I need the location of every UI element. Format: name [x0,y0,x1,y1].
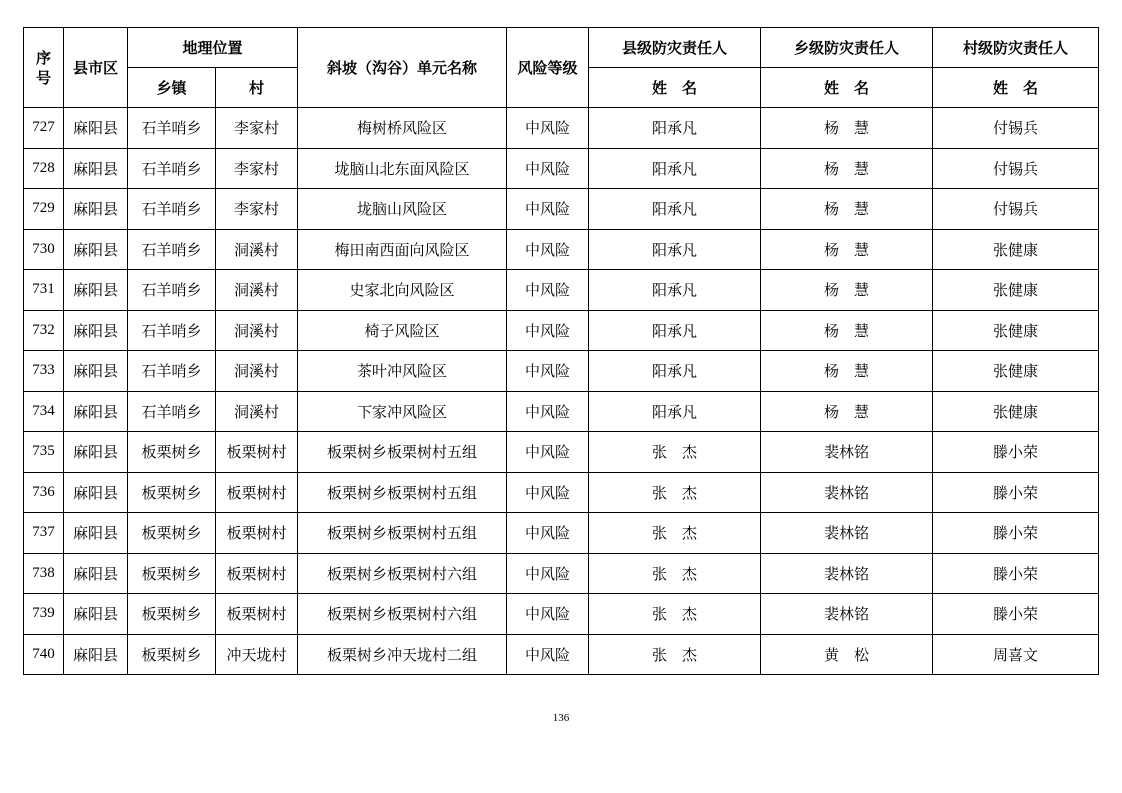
table-row [24,472,1099,513]
cell-risk-level: 中风险 [507,310,589,351]
cell-unit-name: 板栗树乡板栗树村六组 [298,594,507,635]
cell-county-person: 张 杰 [589,594,761,635]
cell-village: 板栗树村 [216,513,298,554]
cell-township: 石羊哨乡 [128,270,216,311]
cell-village: 板栗树村 [216,553,298,594]
cell-seq: 727 [24,108,64,149]
cell-county: 麻阳县 [64,513,128,554]
cell-township: 石羊哨乡 [128,108,216,149]
cell-risk-level: 中风险 [507,148,589,189]
header-seq-line2: 号 [35,68,51,87]
cell-unit-name: 下家冲风险区 [298,391,507,432]
cell-township-person: 杨 慧 [761,310,933,351]
cell-township: 板栗树乡 [128,513,216,554]
cell-village-person: 付锡兵 [933,148,1099,189]
cell-township: 板栗树乡 [128,553,216,594]
cell-seq: 735 [24,432,64,473]
cell-county-person: 张 杰 [589,472,761,513]
cell-township-person: 裴林铭 [761,513,933,554]
cell-unit-name: 史家北向风险区 [298,270,507,311]
cell-county: 麻阳县 [64,270,128,311]
cell-village-person: 张健康 [933,229,1099,270]
cell-village: 洞溪村 [216,310,298,351]
cell-township-person: 裴林铭 [761,594,933,635]
cell-seq: 728 [24,148,64,189]
cell-seq: 740 [24,634,64,675]
cell-county-person: 阳承凡 [589,351,761,392]
cell-village-person: 付锡兵 [933,189,1099,230]
cell-risk-level: 中风险 [507,391,589,432]
header-county-name-label: 姓 名 [589,68,761,108]
cell-village: 板栗树村 [216,432,298,473]
cell-risk-level: 中风险 [507,351,589,392]
header-unit-name: 斜坡（沟谷）单元名称 [298,28,507,108]
cell-township-person: 杨 慧 [761,108,933,149]
cell-township: 板栗树乡 [128,432,216,473]
cell-unit-name: 梅树桥风险区 [298,108,507,149]
cell-risk-level: 中风险 [507,432,589,473]
cell-unit-name: 板栗树乡板栗树村五组 [298,513,507,554]
cell-seq: 729 [24,189,64,230]
cell-village-person: 张健康 [933,351,1099,392]
cell-county-person: 阳承凡 [589,229,761,270]
cell-risk-level: 中风险 [507,229,589,270]
cell-village: 李家村 [216,148,298,189]
cell-village: 板栗树村 [216,472,298,513]
cell-village-person: 滕小荣 [933,432,1099,473]
cell-township-person: 杨 慧 [761,391,933,432]
cell-village-person: 周喜文 [933,634,1099,675]
cell-risk-level: 中风险 [507,594,589,635]
header-geo: 地理位置 [128,28,298,68]
header-seq [24,28,64,108]
cell-township-person: 裴林铭 [761,553,933,594]
cell-village: 洞溪村 [216,229,298,270]
cell-seq: 731 [24,270,64,311]
cell-township-person: 杨 慧 [761,189,933,230]
table-header [24,28,1099,108]
cell-county: 麻阳县 [64,310,128,351]
cell-village-person: 张健康 [933,391,1099,432]
cell-township: 板栗树乡 [128,472,216,513]
cell-village-person: 滕小荣 [933,513,1099,554]
cell-county: 麻阳县 [64,108,128,149]
cell-risk-level: 中风险 [507,108,589,149]
cell-county-person: 阳承凡 [589,148,761,189]
cell-unit-name: 垅脑山风险区 [298,189,507,230]
table-row [24,108,1099,149]
cell-county: 麻阳县 [64,553,128,594]
cell-seq: 736 [24,472,64,513]
header-county-resp: 县级防灾责任人 [589,28,761,68]
cell-county: 麻阳县 [64,189,128,230]
header-seq-line1: 序 [35,48,51,67]
table-row [24,229,1099,270]
cell-county-person: 张 杰 [589,432,761,473]
page-number: 136 [552,712,570,724]
cell-county: 麻阳县 [64,472,128,513]
cell-county-person: 张 杰 [589,634,761,675]
cell-county-person: 阳承凡 [589,310,761,351]
cell-village: 洞溪村 [216,391,298,432]
cell-township-person: 裴林铭 [761,432,933,473]
table-row [24,148,1099,189]
cell-township: 石羊哨乡 [128,310,216,351]
cell-seq: 730 [24,229,64,270]
cell-county-person: 阳承凡 [589,270,761,311]
cell-risk-level: 中风险 [507,270,589,311]
cell-township: 石羊哨乡 [128,351,216,392]
cell-risk-level: 中风险 [507,189,589,230]
cell-township-person: 黄 松 [761,634,933,675]
cell-village: 板栗树村 [216,594,298,635]
cell-unit-name: 椅子风险区 [298,310,507,351]
header-township-name-label: 姓 名 [761,68,933,108]
cell-county-person: 阳承凡 [589,108,761,149]
cell-risk-level: 中风险 [507,513,589,554]
cell-township: 石羊哨乡 [128,148,216,189]
table-row [24,391,1099,432]
cell-county-person: 阳承凡 [589,189,761,230]
cell-county: 麻阳县 [64,351,128,392]
cell-village-person: 滕小荣 [933,472,1099,513]
cell-township-person: 杨 慧 [761,229,933,270]
cell-township: 板栗树乡 [128,634,216,675]
cell-seq: 739 [24,594,64,635]
table-row [24,432,1099,473]
cell-unit-name: 板栗树乡板栗树村五组 [298,432,507,473]
cell-village-person: 付锡兵 [933,108,1099,149]
cell-seq: 734 [24,391,64,432]
cell-village-person: 滕小荣 [933,594,1099,635]
cell-seq: 733 [24,351,64,392]
cell-county: 麻阳县 [64,432,128,473]
header-village-resp: 村级防灾责任人 [933,28,1099,68]
cell-seq: 732 [24,310,64,351]
cell-village-person: 张健康 [933,310,1099,351]
header-village: 村 [216,68,298,108]
cell-village: 洞溪村 [216,270,298,311]
cell-township: 石羊哨乡 [128,391,216,432]
cell-township-person: 杨 慧 [761,351,933,392]
cell-county-person: 张 杰 [589,553,761,594]
cell-county: 麻阳县 [64,148,128,189]
cell-village-person: 滕小荣 [933,553,1099,594]
header-township: 乡镇 [128,68,216,108]
cell-county: 麻阳县 [64,594,128,635]
cell-township: 石羊哨乡 [128,189,216,230]
table-row [24,189,1099,230]
cell-county: 麻阳县 [64,391,128,432]
cell-unit-name: 茶叶冲风险区 [298,351,507,392]
table-row [24,553,1099,594]
cell-township: 石羊哨乡 [128,229,216,270]
cell-seq: 738 [24,553,64,594]
cell-unit-name: 垅脑山北东面风险区 [298,148,507,189]
cell-risk-level: 中风险 [507,472,589,513]
cell-unit-name: 板栗树乡板栗树村五组 [298,472,507,513]
cell-unit-name: 板栗树乡板栗树村六组 [298,553,507,594]
cell-unit-name: 板栗树乡冲天垅村二组 [298,634,507,675]
cell-county-person: 张 杰 [589,513,761,554]
cell-village: 洞溪村 [216,351,298,392]
header-village-name-label: 姓 名 [933,68,1099,108]
cell-village: 李家村 [216,189,298,230]
table-row [24,351,1099,392]
cell-county: 麻阳县 [64,634,128,675]
table-row [24,270,1099,311]
cell-township: 板栗树乡 [128,594,216,635]
cell-township-person: 杨 慧 [761,148,933,189]
table-row [24,634,1099,675]
cell-village: 李家村 [216,108,298,149]
cell-unit-name: 梅田南西面向风险区 [298,229,507,270]
header-risk-level: 风险等级 [507,28,589,108]
cell-seq: 737 [24,513,64,554]
cell-township-person: 裴林铭 [761,472,933,513]
cell-county-person: 阳承凡 [589,391,761,432]
cell-village: 冲天垅村 [216,634,298,675]
header-county: 县市区 [64,28,128,108]
cell-county: 麻阳县 [64,229,128,270]
header-township-resp: 乡级防灾责任人 [761,28,933,68]
table-row [24,513,1099,554]
table-row [24,594,1099,635]
cell-risk-level: 中风险 [507,553,589,594]
cell-risk-level: 中风险 [507,634,589,675]
cell-village-person: 张健康 [933,270,1099,311]
risk-table [23,27,1099,675]
table-row [24,310,1099,351]
cell-township-person: 杨 慧 [761,270,933,311]
table-body [24,108,1099,675]
